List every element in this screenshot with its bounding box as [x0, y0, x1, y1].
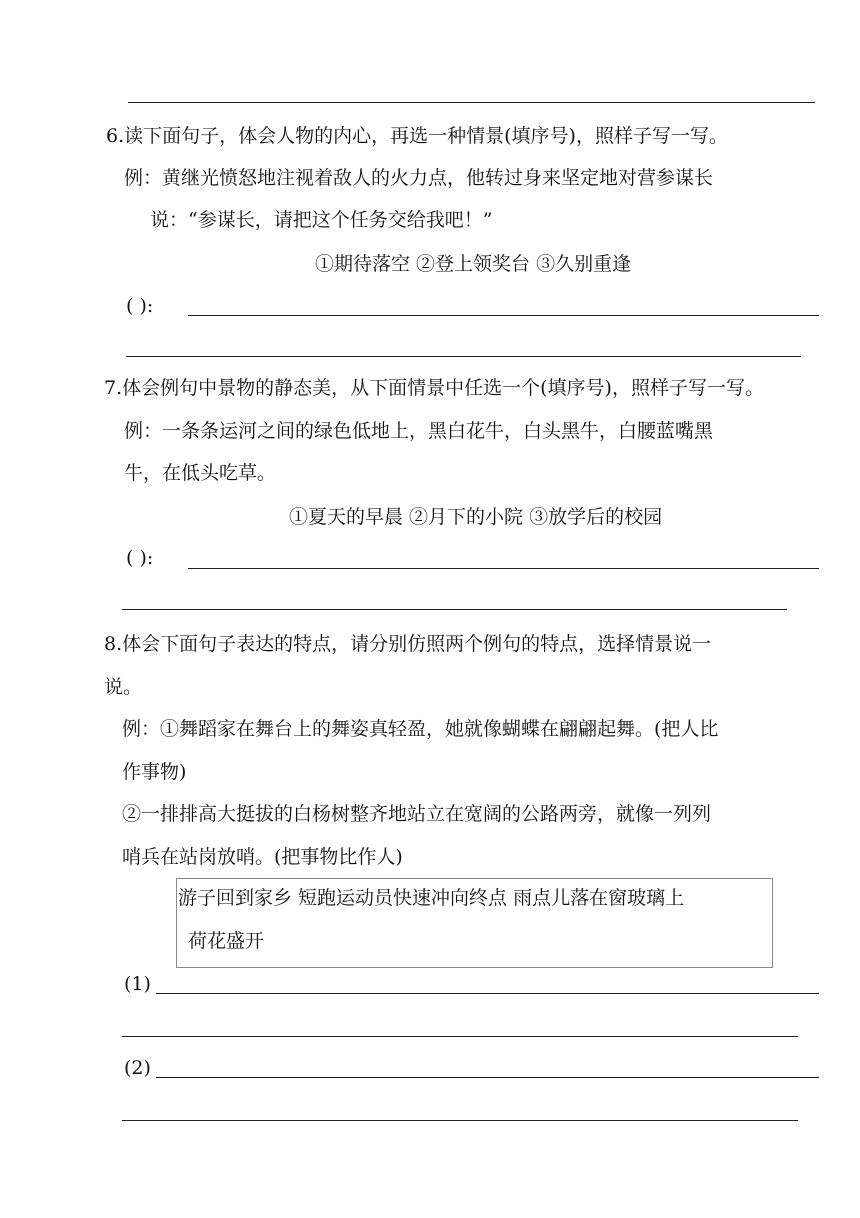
q8-example1-line2: 作事物) [122, 761, 187, 783]
q6-answer-prefix: ( ): [126, 295, 154, 317]
q7-title: 7.体会例句中景物的静态美，从下面情景中任选一个(填序号)，照样子写一写。 [104, 377, 764, 399]
q8-answer1-label: (1) [124, 973, 151, 995]
q7-example-line2: 牛，在低头吃草。 [124, 462, 277, 484]
q7-example-line1: 例：一条条运河之间的绿色低地上，黑白花牛，白头黑牛，白腰蓝嘴黑 [124, 420, 714, 442]
q7-answer-prefix: ( ): [126, 547, 154, 569]
q8-example2-line2: 哨兵在站岗放哨。(把事物比作人) [122, 846, 403, 868]
q6-options: ①期待落空 ②登上领奖台 ③久别重逢 [315, 253, 632, 275]
q8-scenes-line2: 荷花盛开 [188, 930, 265, 952]
q6-answer-line2[interactable] [126, 356, 801, 357]
q8-title-line2: 说。 [104, 676, 143, 698]
q7-answer-line1[interactable] [188, 568, 819, 569]
q8-example1-line1: 例：①舞蹈家在舞台上的舞姿真轻盈，她就像蝴蝶在翩翩起舞。(把人比 [122, 718, 719, 740]
answer-line-top [128, 102, 815, 103]
q8-answer2-line1[interactable] [156, 1077, 819, 1078]
q6-answer-line1[interactable] [188, 315, 819, 316]
q6-example-line2: 说：“参谋长，请把这个任务交给我吧！” [150, 209, 493, 231]
q6-example-line1: 例：黄继光愤怒地注视着敌人的火力点，他转过身来坚定地对营参谋长 [124, 167, 714, 189]
q8-answer2-label: (2) [124, 1057, 151, 1079]
q7-answer-line2[interactable] [122, 609, 787, 610]
q8-answer2-line2[interactable] [122, 1120, 798, 1121]
q6-title: 6.读下面句子，体会人物的内心，再选一种情景(填序号)，照样子写一写。 [106, 125, 728, 147]
q8-title-line1: 8.体会下面句子表达的特点，请分别仿照两个例句的特点，选择情景说一 [104, 633, 712, 655]
q7-options: ①夏天的早晨 ②月下的小院 ③放学后的校园 [289, 506, 663, 528]
q8-answer1-line2[interactable] [122, 1036, 798, 1037]
q8-answer1-line1[interactable] [156, 993, 819, 994]
q8-scenes-line1: 游子回到家乡 短跑运动员快速冲向终点 雨点儿落在窗玻璃上 [178, 887, 685, 909]
q8-example2-line1: ②一排排高大挺拔的白杨树整齐地站立在宽阔的公路两旁，就像一列列 [122, 803, 712, 825]
